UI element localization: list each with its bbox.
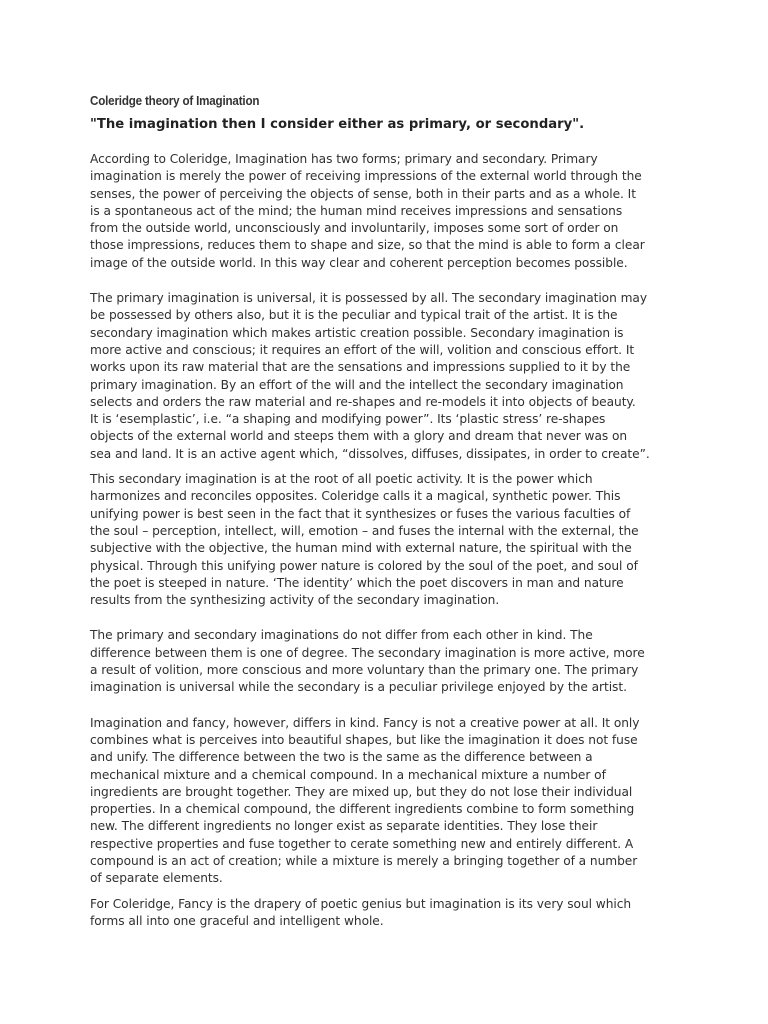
paragraph-line: imagination is merely the power of receiving impressions of the external world through the [90, 169, 642, 184]
paragraph-line: forms all into one graceful and intelligent whole. [90, 913, 384, 928]
paragraph-line: physical. Through this unifying power nature is colored by the soul of the poet, and soul of [90, 558, 638, 573]
paragraph-fancy [90, 715, 690, 888]
paragraph-poetic-activity [90, 471, 690, 609]
paragraph-line: works upon its raw material that are the sensations and impressions supplied to it by the [90, 360, 631, 375]
paragraph-line: combines what is perceives into beautiful shapes, but like the imagination it does not fuse [90, 732, 638, 747]
document-title: Coleridge theory of Imagination [90, 94, 260, 108]
paragraph-line: be possessed by others also, but it is the peculiar and typical trait of the artist. It is the [90, 308, 618, 323]
paragraph-line: harmonizes and reconciles opposites. Coleridge calls it a magical, synthetic power. This [90, 489, 621, 504]
paragraph-line: selects and orders the raw material and re-shapes and re-models it into objects of beauty. [90, 394, 636, 409]
paragraph-line: a result of volition, more conscious and more voluntary than the primary one. The primary [90, 663, 639, 678]
paragraph-line: ingredients are brought together. They are mixed up, but they do not lose their individual [90, 784, 633, 799]
paragraph-degree [90, 627, 690, 696]
paragraph-line: primary imagination. By an effort of the will and the intellect the secondary imagination [90, 377, 624, 392]
document-content [90, 94, 690, 930]
paragraph-line: image of the outside world. In this way clear and coherent perception becomes possible. [90, 255, 628, 270]
paragraph-line: from the outside world, unconsciously and involuntarily, imposes some sort of order on [90, 221, 619, 236]
paragraph-line: difference between them is one of degree. The secondary imagination is more active, more [90, 645, 645, 660]
paragraph-line: the soul – perception, intellect, will, emotion – and fuses the internal with the external, the [90, 523, 639, 538]
paragraph-conclusion [90, 896, 690, 931]
paragraph-line: This secondary imagination is at the root of all poetic activity. It is the power which [90, 472, 593, 487]
paragraph-line: mechanical mixture and a chemical compound. In a mechanical mixture a number of [90, 767, 606, 782]
paragraph-line: unifying power is best seen in the fact that it synthesizes or fuses the various faculties of [90, 506, 631, 521]
paragraph-line: Imagination and fancy, however, differs in kind. Fancy is not a creative power at all. It only [90, 715, 640, 730]
paragraph-line: the poet is steeped in nature. ‘The identity’ which the poet discovers in man and nature [90, 575, 624, 590]
document-quote: "The imagination then I consider either as primary, or secondary". [90, 117, 585, 132]
paragraph-line: and unify. The difference between the two is the same as the difference between a [90, 750, 593, 765]
paragraph-line: respective properties and fuse together to cerate something new and entirely different. A [90, 836, 634, 851]
paragraph-line: new. The different ingredients no longer exist as separate identities. They lose their [90, 819, 598, 834]
paragraph-line: results from the synthesizing activity of the secondary imagination. [90, 593, 500, 608]
paragraph-line: those impressions, reduces them to shape and size, so that the mind is able to form a clear [90, 238, 645, 253]
paragraph-primary-secondary [90, 151, 690, 272]
paragraph-line: senses, the power of perceiving the objects of sense, both in their parts and as a whole. It [90, 186, 636, 201]
paragraph-line: sea and land. It is an active agent which, “dissolves, diffuses, dissipates, in order to create”. [90, 446, 650, 461]
paragraph-line: For Coleridge, Fancy is the drapery of poetic genius but imagination is its very soul which [90, 896, 632, 911]
paragraph-universal [90, 290, 690, 463]
paragraph-line: properties. In a chemical compound, the different ingredients combine to form something [90, 802, 635, 817]
paragraph-line: is a spontaneous act of the mind; the human mind receives impressions and sensations [90, 203, 623, 218]
paragraph-line: more active and conscious; it requires an effort of the will, volition and conscious effort. It [90, 342, 635, 357]
paragraph-line: secondary imagination which makes artistic creation possible. Secondary imagination is [90, 325, 624, 340]
paragraph-line: compound is an act of creation; while a mixture is merely a bringing together of a number [90, 853, 638, 868]
paragraph-line: subjective with the objective, the human mind with external nature, the spiritual with the [90, 541, 632, 556]
paragraph-line: of separate elements. [90, 871, 223, 886]
paragraph-line: imagination is universal while the secondary is a peculiar privilege enjoyed by the artist. [90, 680, 627, 695]
paragraph-line: The primary and secondary imaginations do not differ from each other in kind. The [90, 628, 593, 643]
paragraph-line: According to Coleridge, Imagination has two forms; primary and secondary. Primary [90, 152, 598, 166]
paragraph-line: It is ‘esemplastic’, i.e. “a shaping and modifying power”. Its ‘plastic stress’ re-shapes [90, 412, 606, 427]
paragraph-line: objects of the external world and steeps them with a glory and dream that never was on [90, 429, 628, 444]
paragraph-line: The primary imagination is universal, it is possessed by all. The secondary imagination may [90, 291, 647, 306]
